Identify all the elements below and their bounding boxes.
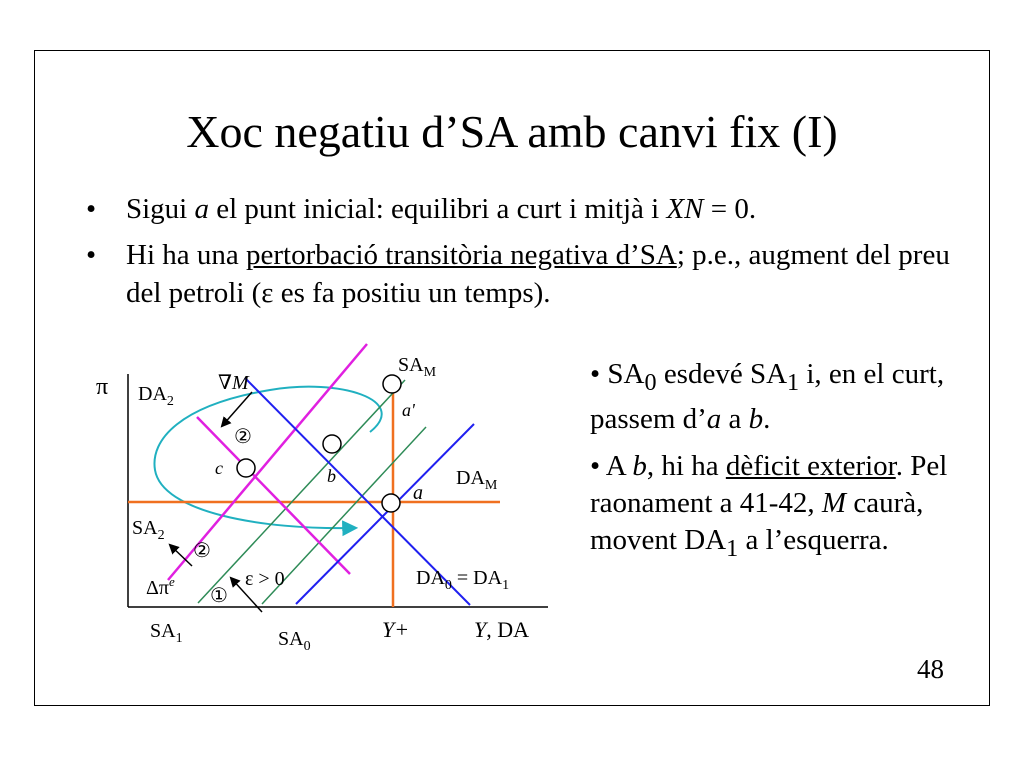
- sa0-curve: [262, 427, 426, 604]
- da-m-label: $DA_M$: [456, 467, 498, 493]
- p1-a: • SA: [590, 358, 645, 390]
- b1-mid: el punt inicial: equilibri a curt i mitjà i: [209, 193, 667, 225]
- p2-e: a l’esquerra.: [738, 523, 889, 556]
- p1-a-it: a: [706, 402, 722, 435]
- slide-title: Xoc negatiu d’SA amb canvi fix (I): [186, 106, 838, 157]
- p2-c: . Pel raonament a 41-42,: [590, 449, 948, 519]
- b2-post: ; p.e., augment del preu del petroli (ε es fa positiu un temps).: [126, 239, 950, 309]
- page-number: 48: [917, 654, 944, 684]
- point-a-label: a: [413, 482, 423, 504]
- p1-e: .: [763, 402, 771, 435]
- point-a-prime-label: a': [402, 400, 415, 420]
- point-b-marker: [323, 435, 341, 453]
- sa2-label: $SA_2$: [132, 517, 165, 543]
- p1-d: a: [721, 402, 749, 435]
- sa1-label: $SA_1$: [150, 620, 183, 646]
- sa-m-label: $SA_M$: [398, 354, 437, 380]
- p2-m: M: [821, 486, 847, 519]
- p1-sub1: 1: [787, 368, 800, 396]
- b1-post: = 0.: [703, 193, 757, 225]
- y-axis-label: π: [96, 374, 109, 400]
- b1-a: a: [194, 193, 209, 225]
- da0-da1-label: $DA_0 = DA_1$: [416, 567, 510, 593]
- step2-left-label: ②: [193, 540, 211, 562]
- p2-u: dèficit exterior: [725, 449, 896, 482]
- point-c-label: c: [215, 458, 223, 478]
- p2-d: caurà, movent DA: [590, 486, 924, 556]
- b1-xn: XN: [666, 193, 704, 225]
- p2-b: , hi ha: [646, 449, 726, 482]
- p1-b-it: b: [748, 402, 764, 435]
- nabla-m-label: ∇M: [218, 372, 249, 394]
- step1-label: ①: [210, 585, 228, 607]
- da0-da1-curve: [296, 424, 474, 604]
- step2-top-label: ②: [234, 426, 252, 448]
- point-a-marker: [382, 494, 400, 512]
- b2-underlined: pertorbació transitòria negativa d’SA: [246, 239, 677, 271]
- p2-b-it: b: [632, 449, 647, 482]
- p1-b: esdevé SA: [656, 358, 788, 390]
- point-c-marker: [237, 459, 255, 477]
- x-axis-label: Y, DA: [474, 617, 530, 642]
- p2-a: • A: [590, 449, 633, 482]
- b2-pre: Hi ha una: [126, 239, 246, 271]
- point-a-prime-marker: [383, 375, 401, 393]
- point-b-label: b: [327, 466, 336, 486]
- p1-sub0: 0: [644, 368, 657, 396]
- b1-pre: Sigui: [126, 193, 195, 225]
- sa0-label: $SA_0$: [278, 628, 311, 654]
- adjustment-cycle-arrow: [154, 387, 381, 528]
- p2-sub1: 1: [726, 534, 739, 562]
- da2-label: $DA_2$: [138, 383, 174, 409]
- sa1-curve: [198, 380, 405, 603]
- delta-pi-label: $\Delta\pi^e$: [146, 574, 175, 599]
- epsilon-positive-label: ε > 0: [245, 568, 285, 590]
- p1-c: i, en el curt, passem d’: [590, 358, 945, 435]
- potential-output-label: Y+: [382, 617, 410, 642]
